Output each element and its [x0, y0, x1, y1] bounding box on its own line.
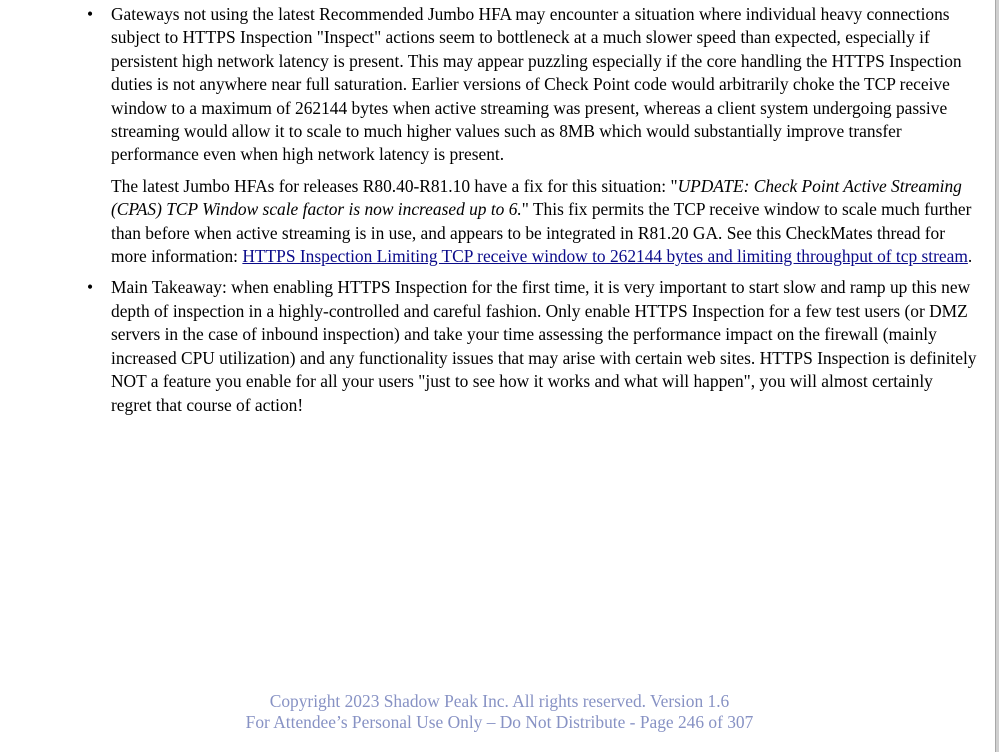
- followup-end: .: [967, 246, 973, 267]
- followup-lead: The latest Jumbo HFAs for releases R80.40-R81.10 have a fix for this situation: ": [111, 175, 678, 196]
- bullet-icon: •: [87, 277, 94, 298]
- bullet-item-gateways: [0, 3, 977, 167]
- followup-after-quote: " This fix permits the TCP receive window to scale much further than before when active streaming is in use, and appears to be integrated in R81.20 GA. See this CheckMates thread for more information:: [111, 199, 972, 267]
- document-body: [0, 3, 999, 417]
- checkmates-thread-link[interactable]: HTTPS Inspection Limiting TCP receive window to 262144 bytes and limiting throughput of tcp stream: [242, 246, 968, 267]
- bullet-icon: •: [87, 4, 94, 24]
- page-footer: [0, 691, 999, 732]
- bullet-text: Main Takeaway: when enabling HTTPS Inspection for the first time, it is very important to start slow and ramp up this new depth of inspection in a highly-controlled and careful fashion. Only enable HTTPS Inspection for a few test users (or DMZ servers in the case of inbound inspection) and take your time assessing the performance impact on the firewall (mainly increased CPU utilization) and any functionality issues that may arise with certain web sites. HTTPS Inspection is definitely NOT a feature you enable for all your users "just to see how it works and what will happen", you will almost certainly regret that course of action!: [111, 277, 977, 415]
- footer-page-info: For Attendee’s Personal Use Only – Do Not Distribute - Page 246 of 307: [245, 711, 754, 732]
- footer-copyright: Copyright 2023 Shadow Peak Inc. All rights reserved. Version 1.6: [269, 691, 730, 711]
- followup-paragraph: [0, 175, 977, 269]
- bullet-text: Gateways not using the latest Recommended Jumbo HFA may encounter a situation where individual heavy connections subject to HTTPS Inspection "Inspect" actions seem to bottleneck at a much slower speed than expected, especially if persistent high network latency is present. This may appear puzzling especially if the core handling the HTTPS Inspection duties is not anywhere near full saturation. Earlier versions of Check Point code would arbitrarily choke the TCP receive window to a maximum of 262144 bytes when active streaming was present, whereas a client system undergoing passive streaming would allow it to scale to much higher values such as 8MB which would substantially improve transfer performance even when high network latency is present.: [111, 4, 962, 165]
- update-quote: UPDATE: Check Point Active Streaming (CPAS) TCP Window scale factor is now increased up to 6.: [111, 175, 962, 220]
- bullet-item-main-takeaway: [0, 276, 977, 416]
